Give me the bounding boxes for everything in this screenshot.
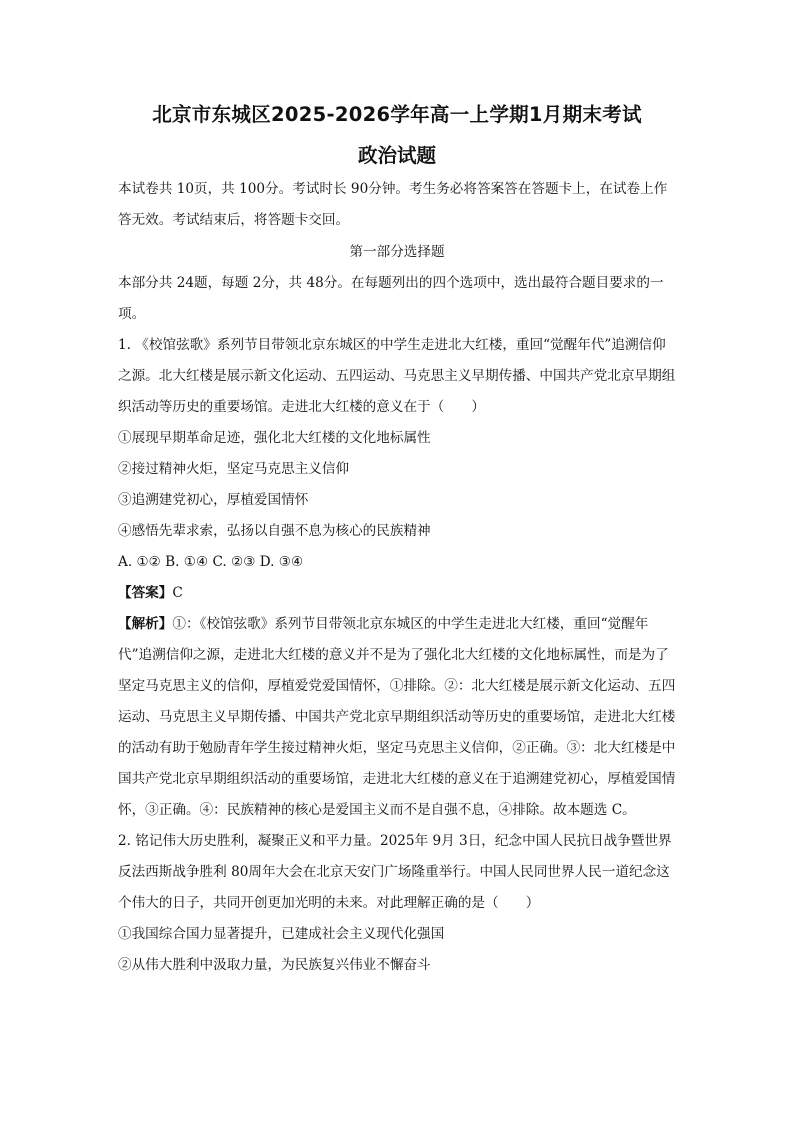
analysis-label: 【解析】	[118, 616, 173, 632]
question-stem: 2. 铭记伟大历史胜利，凝聚正义和平力量。2025年 9月 3日，纪念中国人民抗日战争暨世界反法西斯战争胜利 80周年大会在北京天安门广场隆重举行。中国人民同世界人民一道纪念这个伟大的日子，共同开创更加光明的未来。对此理解正确的是（ ）	[118, 833, 672, 911]
question-option: ①我国综合国力显著提升，已建成社会主义现代化强国	[118, 926, 445, 942]
question-2	[118, 826, 676, 981]
section-title: 第一部分选择题	[349, 244, 445, 260]
question-option: ③追溯建党初心，厚植爱国情怀	[118, 492, 309, 508]
exam-instructions: 本试卷共 10页，共 100分。考试时长 90分钟。考生务必将答案答在答题卡上，在试卷上作答无效。考试结束后，将答题卡交回。	[118, 181, 668, 228]
question-option: ②接过精神火炬，坚定马克思主义信仰	[118, 461, 350, 477]
question-stem: 1. 《校馆弦歌》系列节目带领北京东城区的中学生走进北大红楼，重回“觉醒年代”追溯信仰之源。北大红楼是展示新文化运动、五四运动、马克思主义早期传播、中国共产党北京早期组织活动等历史的重要场馆。走进北大红楼的意义在于（ ）	[118, 337, 676, 415]
question-option: ②从伟大胜利中汲取力量，为民族复兴伟业不懈奋斗	[118, 957, 431, 973]
question-option: ④感悟先辈求索，弘扬以自强不息为核心的民族精神	[118, 523, 431, 539]
answer-value: C	[172, 585, 183, 601]
exam-title: 北京市东城区2025-2026学年高一上学期1月期末考试	[152, 103, 642, 126]
answer-choices: A. ①② B. ①④ C. ②③ D. ③④	[118, 554, 304, 570]
analysis	[118, 609, 676, 826]
answer-label: 【答案】	[118, 585, 173, 601]
section-description: 本部分共 24题，每题 2分，共 48分。在每题列出的四个选项中，选出最符合题目要求的一项。	[118, 275, 664, 322]
exam-subtitle: 政治试题	[357, 144, 436, 167]
answer-line	[118, 578, 676, 609]
analysis-text: ①：《校馆弦歌》系列节目带领北京东城区的中学生走进北大红楼，重回“觉醒年代”追溯信仰之源，走进北大红楼的意义并不是为了强化北大红楼的文化地标属性，而是为了坚定马克思主义的信仰，厚植爱党爱国情怀，①排除。②：北大红楼是展示新文化运动、五四运动、马克思主义早期传播、中国共产党北京早期组织活动等历史的重要场馆，走进北大红楼的活动有助于勉励青年学生接过精神火炬，坚定马克思主义信仰，②正确。③：北大红楼是中国共产党北京早期组织活动的重要场馆，走进北大红楼的意义在于追溯建党初心，厚植爱国情怀，③正确。④：民族精神的核心是爱国主义而不是自强不息，④排除。故本题选 C。	[118, 616, 676, 818]
question-1	[118, 330, 676, 826]
question-option: ①展现早期革命足迹，强化北大红楼的文化地标属性	[118, 430, 431, 446]
